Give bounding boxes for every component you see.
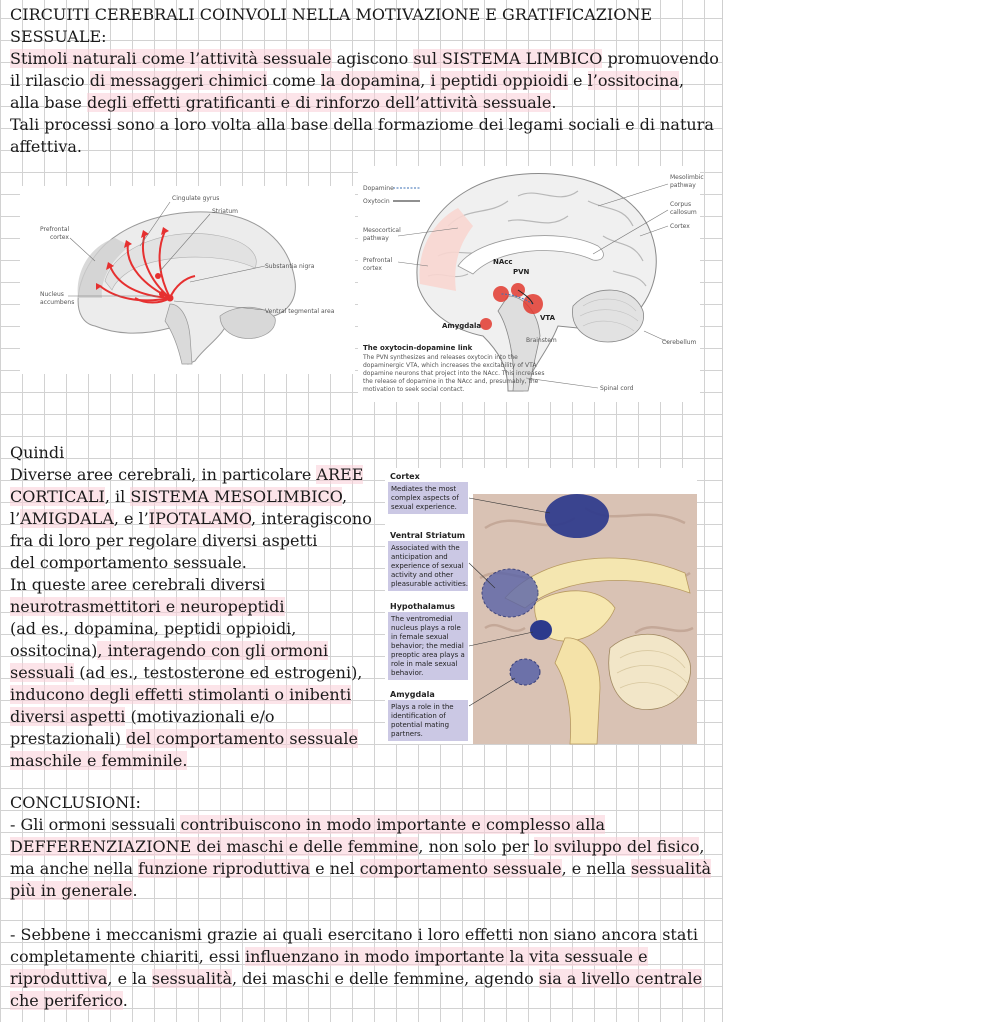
svg-text:experience of sexual: experience of sexual — [391, 562, 464, 570]
highlight: CORTICALI — [10, 487, 105, 506]
highlight: riproduttiva — [10, 969, 108, 988]
quindi-line — [10, 464, 363, 486]
amygdala-label: Amygdala — [442, 322, 482, 330]
substantia-label: Substantia nigra — [265, 263, 315, 270]
text-span: , non solo per — [418, 837, 535, 856]
caption-line: The PVN synthesizes and releases oxytocin into the — [363, 354, 518, 361]
text-span: (motivazionali e/o — [125, 707, 275, 726]
vta-label: Ventral tegmental area — [265, 308, 335, 315]
intro-line: affettiva. — [10, 137, 83, 156]
svg-text:in female sexual: in female sexual — [391, 633, 449, 641]
svg-text:Amygdala: Amygdala — [390, 690, 435, 699]
svg-text:activity and other: activity and other — [391, 571, 454, 579]
quindi-line: del comportamento sessuale. — [10, 553, 247, 572]
highlight: Stimoli naturali come l’attività sessuale — [10, 49, 332, 68]
sexual-brain-regions-figure — [385, 468, 697, 744]
highlight: la dopamina — [320, 71, 421, 90]
mesolimbic-label: Mesolimbic — [670, 174, 704, 181]
text-span: , e la — [107, 969, 152, 988]
svg-text:behavior; the medial: behavior; the medial — [391, 642, 464, 650]
text-span: il rilascio — [10, 71, 90, 90]
dopamine-legend: Dopamine — [363, 185, 394, 192]
mesocortical-label-2: pathway — [363, 235, 389, 242]
intro-line — [10, 48, 719, 70]
mesolimbic-label-2: pathway — [670, 182, 696, 189]
highlight: i peptidi oppioidi — [430, 71, 568, 90]
conclusion-line — [10, 858, 711, 880]
text-span: ossitocina) — [10, 641, 98, 660]
svg-text:complex aspects of: complex aspects of — [391, 494, 459, 502]
cortex-box — [388, 472, 468, 514]
svg-text:Ventral Striatum: Ventral Striatum — [390, 531, 466, 540]
cortex-label: Cortex — [670, 223, 690, 230]
cortex-region — [545, 494, 609, 538]
quindi-line — [10, 508, 372, 530]
text-span: completamente chiariti, essi — [10, 947, 245, 966]
hypothalamus-box — [388, 602, 468, 680]
corpus-label-2: callosum — [670, 209, 697, 216]
svg-text:pleasurable activities.: pleasurable activities. — [391, 580, 468, 588]
striatum-box — [388, 531, 468, 591]
svg-text:Plays a role in the: Plays a role in the — [391, 703, 454, 711]
highlight: lo sviluppo del fisico — [534, 837, 700, 856]
text-span: (ad es., testosterone ed estrogeni), — [74, 663, 363, 682]
svg-text:Associated with the: Associated with the — [391, 544, 460, 552]
striatum-dot — [155, 273, 161, 279]
pvn-label: PVN — [513, 268, 530, 276]
mesocortical-label: Mesocortical — [363, 227, 401, 234]
text-span: , dei maschi e delle femmine, agendo — [232, 969, 539, 988]
hypothalamus-region — [530, 620, 552, 640]
svg-text:identification of: identification of — [391, 712, 446, 720]
text-span: come — [267, 71, 321, 90]
corpus-label: Corpus — [670, 201, 692, 208]
svg-text:potential mating: potential mating — [391, 721, 450, 729]
text-span: , — [678, 71, 685, 90]
highlight: sessualità — [630, 859, 712, 878]
quindi-line — [10, 750, 187, 772]
oxytocin-legend: Oxytocin — [363, 198, 390, 205]
highlight: l’ossitocina — [587, 71, 679, 90]
quindi-line — [10, 662, 362, 684]
text-span: alla base — [10, 93, 87, 112]
svg-text:Mediates the most: Mediates the most — [391, 485, 457, 493]
highlight: degli effetti gratificanti e di rinforzo dell’attività sessuale — [86, 93, 552, 112]
svg-text:The ventromedial: The ventromedial — [391, 615, 453, 623]
svg-text:preoptic area plays a: preoptic area plays a — [391, 651, 465, 659]
nacc-label: NAcc — [493, 258, 513, 266]
highlight: sia a livello centrale — [538, 969, 703, 988]
quindi-line: In queste aree cerebrali diversi — [10, 575, 266, 594]
cingulate-label: Cingulate gyrus — [172, 195, 220, 202]
highlight: contribuiscono in modo importante e complesso alla — [180, 815, 605, 834]
cerebellum-shape — [572, 290, 643, 342]
text-span: , e l’ — [113, 509, 149, 528]
prefrontal-label-2: cortex — [50, 234, 69, 241]
highlight: SISTEMA MESOLIMBICO — [130, 487, 342, 506]
text-span: agiscono — [331, 49, 414, 68]
nucleus-dot — [159, 291, 165, 297]
highlight: IPOTALAMO — [148, 509, 252, 528]
text-span: - Gli ormoni sessuali — [10, 815, 181, 834]
conclusion-line — [10, 880, 138, 902]
text-span: Diverse aree cerebrali, in particolare — [10, 465, 317, 484]
highlight: maschile e femminile. — [10, 751, 188, 770]
svg-text:nucleus plays a role: nucleus plays a role — [391, 624, 461, 632]
caption-line: dopaminergic VTA, which increases the excitability of VTA — [363, 362, 537, 369]
svg-text:behavior.: behavior. — [391, 669, 424, 677]
text-span: . — [132, 881, 138, 900]
highlight: che periferico — [10, 991, 123, 1010]
highlight: sul SISTEMA LIMBICO — [413, 49, 603, 68]
svg-text:anticipation and: anticipation and — [391, 553, 448, 561]
text-span: e nel — [310, 859, 360, 878]
section-title-cont: SESSUALE: — [10, 27, 107, 46]
highlight: neurotrasmettitori e neuropeptidi — [10, 597, 285, 616]
highlight: inducono degli effetti stimolanti o inibenti — [10, 685, 352, 704]
highlight: , interagendo con gli ormoni — [97, 641, 329, 660]
highlight: sessuali — [10, 663, 75, 682]
highlight: comportamento sessuale — [359, 859, 562, 878]
text-span: , — [341, 487, 348, 506]
oxytocin-dopamine-figure — [358, 166, 704, 402]
intro-line — [10, 92, 556, 114]
conclusion-line — [10, 836, 704, 858]
amygdala-spot — [480, 318, 492, 330]
svg-text:Hypothalamus: Hypothalamus — [390, 602, 455, 611]
vta-label: VTA — [540, 314, 556, 322]
prefrontal-label-2: cortex — [363, 265, 382, 272]
highlight: più in generale — [10, 881, 133, 900]
text-span: . — [122, 991, 128, 1010]
quindi-line — [10, 706, 274, 728]
conclusion-line — [10, 946, 648, 968]
quindi-line — [10, 640, 328, 662]
nucleus-label: Nucleus — [40, 291, 64, 298]
highlight: del comportamento sessuale — [126, 729, 358, 748]
quindi-heading: Quindi — [10, 443, 65, 462]
text-span: , — [420, 71, 431, 90]
conclusions-heading: CONCLUSIONI: — [10, 793, 141, 812]
highlight: DEFFERENZIAZIONE dei maschi e delle femmine — [10, 837, 419, 856]
caption-line: the release of dopamine in the NAcc and, presumably, the — [363, 378, 539, 385]
highlight: AMIGDALA — [20, 509, 114, 528]
text-span: l’ — [10, 509, 21, 528]
text-span: ma anche nella — [10, 859, 139, 878]
quindi-line: (ad es., dopamina, peptidi oppioidi, — [10, 619, 297, 638]
highlight: sessualità — [151, 969, 233, 988]
prefrontal-label: Prefrontal — [40, 226, 70, 233]
spinal-label: Spinal cord — [600, 385, 634, 392]
text-span: e — [567, 71, 588, 90]
cerebellum-label: Cerebellum — [662, 339, 697, 346]
prefrontal-label: Prefrontal — [363, 257, 393, 264]
text-span: prestazionali) — [10, 729, 127, 748]
quindi-line — [10, 728, 358, 750]
highlight: funzione riproduttiva — [138, 859, 311, 878]
conclusion-line — [10, 968, 702, 990]
svg-text:partners.: partners. — [391, 730, 423, 738]
text-span: promuovendo — [602, 49, 719, 68]
text-span: , e nella — [561, 859, 631, 878]
caption-line: dopamine neurons that project into the NAcc. This increases — [363, 370, 545, 377]
caption-title: The oxytocin-dopamine link — [363, 344, 473, 352]
text-span: , interagiscono — [251, 509, 372, 528]
amygdala-box — [388, 690, 468, 741]
conclusion-line — [10, 814, 605, 836]
intro-line: Tali processi sono a loro volta alla base della formaziome dei legami sociali e di natura — [10, 115, 714, 134]
text-span: . — [551, 93, 557, 112]
text-span: , il — [104, 487, 131, 506]
highlight: influenzano in modo importante la vita sessuale e — [245, 947, 648, 966]
vta-dot — [167, 295, 174, 302]
striatum-region — [482, 569, 538, 617]
svg-text:sexual experience.: sexual experience. — [391, 503, 457, 511]
quindi-line — [10, 486, 347, 508]
amygdala-region — [510, 659, 540, 685]
quindi-line — [10, 684, 351, 706]
intro-line — [10, 70, 684, 92]
conclusion-line: - Sebbene i meccanismi grazie ai quali esercitano i loro effetti non siano ancora stati — [10, 925, 698, 944]
highlight: di messaggeri chimici — [89, 71, 268, 90]
highlight: AREE — [316, 465, 364, 484]
highlight: diversi aspetti — [10, 707, 126, 726]
text-span: , — [699, 837, 705, 856]
quindi-line — [10, 596, 285, 618]
striatum-label: Striatum — [212, 208, 238, 215]
brainstem-label: Brainstem — [526, 337, 557, 344]
caption-line: motivation to seek social contact. — [363, 386, 465, 393]
conclusion-line — [10, 990, 128, 1012]
reward-pathway-figure — [20, 186, 355, 374]
svg-text:Cortex: Cortex — [390, 472, 420, 481]
nucleus-label-2: accumbens — [40, 299, 75, 306]
quindi-line: fra di loro per regolare diversi aspetti — [10, 531, 318, 550]
section-title: CIRCUITI CEREBRALI COINVOLI NELLA MOTIVAZIONE E GRATIFICAZIONE — [10, 5, 652, 24]
svg-text:role in male sexual: role in male sexual — [391, 660, 458, 668]
